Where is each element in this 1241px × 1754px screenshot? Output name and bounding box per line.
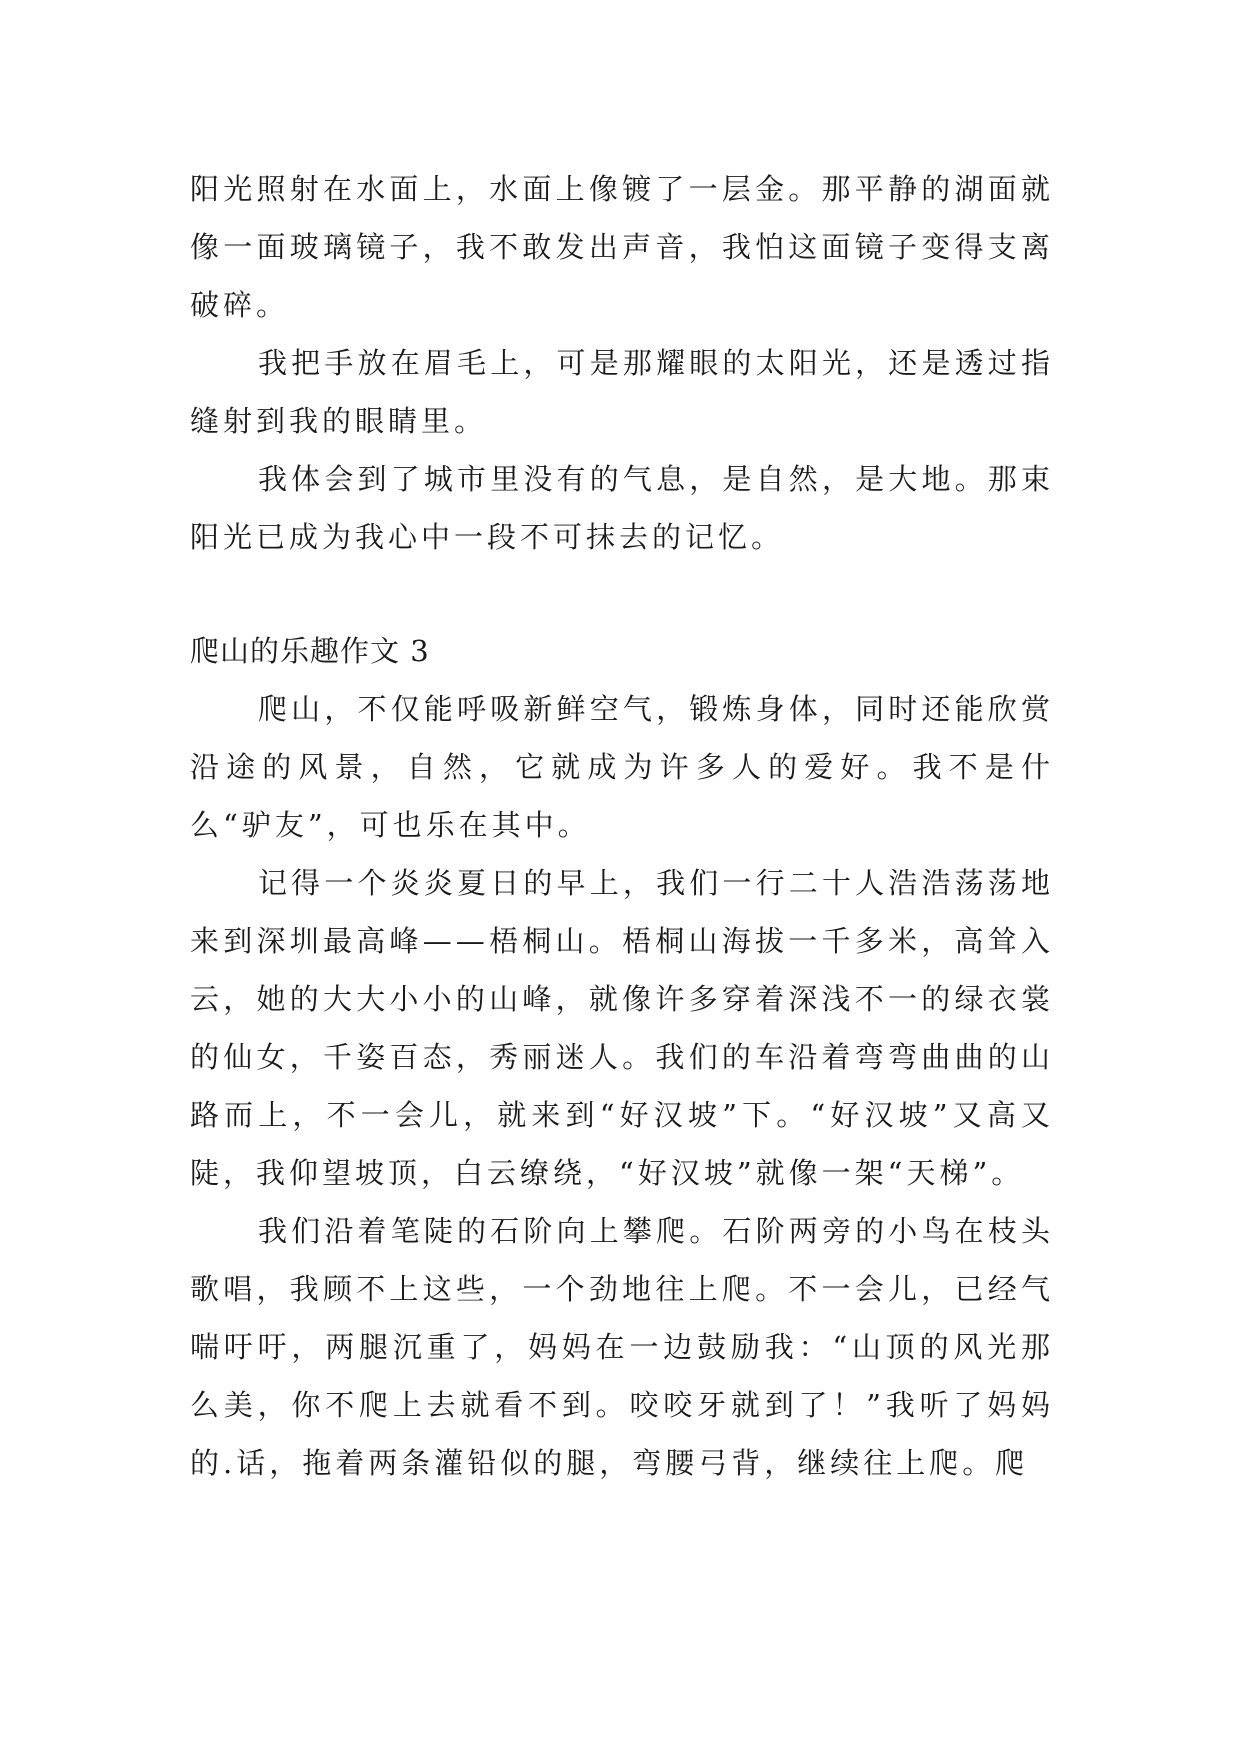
document-page xyxy=(190,160,1054,1492)
paragraph: 我体会到了城市里没有的气息，是自然，是大地。那束阳光已成为我心中一段不可抹去的记忆。 xyxy=(190,462,1054,554)
paragraph: 我们沿着笔陡的石阶向上攀爬。石阶两旁的小鸟在枝头歌唱，我顾不上这些，一个劲地往上爬。不一会儿，已经气喘吁吁，两腿沉重了，妈妈在一边鼓励我：“山顶的风光那么美，你不爬上去就看不到。咬咬牙就到了！”我听了妈妈的.话，拖着两条灌铅似的腿，弯腰弓背，继续往上爬。爬 xyxy=(190,1214,1054,1480)
paragraph: 阳光照射在水面上，水面上像镀了一层金。那平静的湖面就像一面玻璃镜子，我不敢发出声音，我怕这面镜子变得支离破碎。 xyxy=(190,172,1054,322)
paragraph: 记得一个炎炎夏日的早上，我们一行二十人浩浩荡荡地来到深圳最高峰——梧桐山。梧桐山海拔一千多米，高耸入云，她的大大小小的山峰，就像许多穿着深浅不一的绿衣裳的仙女，千姿百态，秀丽迷人。我们的车沿着弯弯曲曲的山路而上，不一会儿，就来到“好汉坡”下。“好汉坡”又高又陡，我仰望坡顶，白云缭绕，“好汉坡”就像一架“天梯”。 xyxy=(190,866,1054,1190)
paragraph: 爬山，不仅能呼吸新鲜空气，锻炼身体，同时还能欣赏沿途的风景，自然，它就成为许多人的爱好。我不是什么“驴友”，可也乐在其中。 xyxy=(190,692,1054,842)
paragraph: 我把手放在眉毛上，可是那耀眼的太阳光，还是透过指缝射到我的眼睛里。 xyxy=(190,346,1054,438)
section-title: 爬山的乐趣作文 3 xyxy=(190,634,430,668)
